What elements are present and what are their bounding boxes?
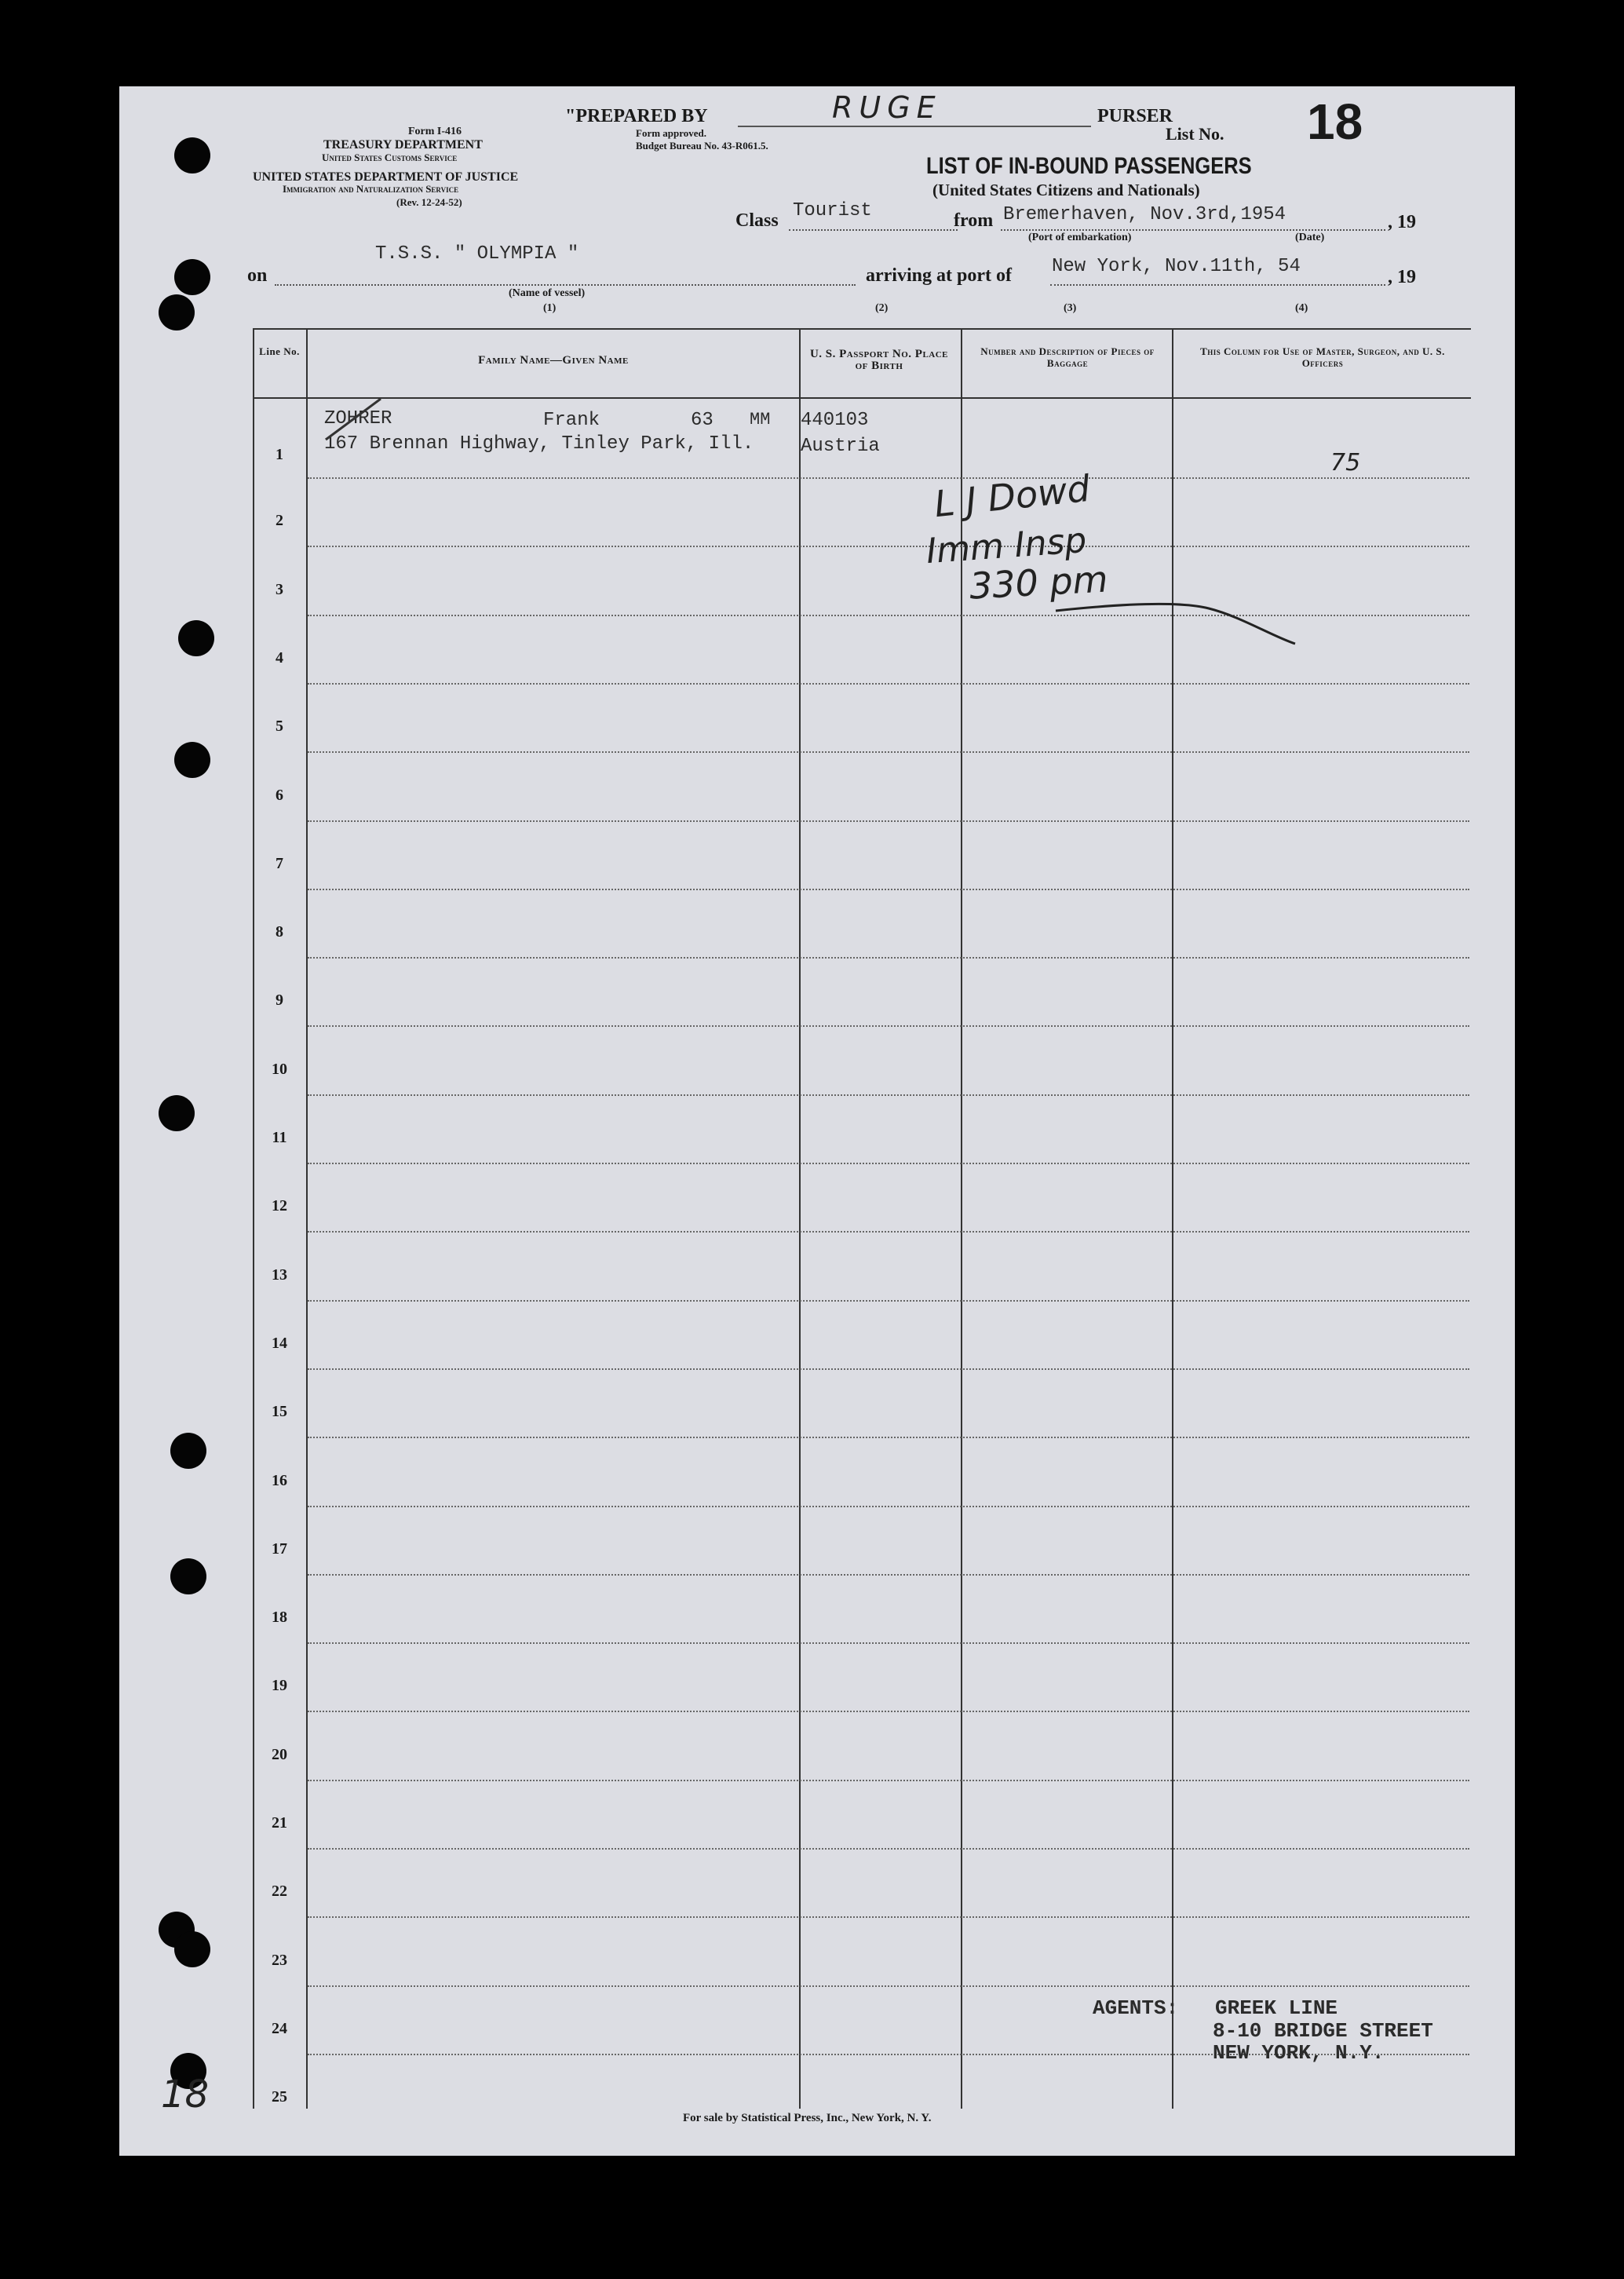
strike-mark-icon bbox=[318, 393, 389, 447]
line-number: 13 bbox=[272, 1266, 287, 1284]
row-divider bbox=[308, 1368, 1469, 1370]
header-name: Family Name—Given Name bbox=[478, 354, 629, 367]
punch-hole bbox=[174, 259, 210, 295]
line-number: 25 bbox=[272, 2088, 287, 2106]
line-number: 1 bbox=[276, 446, 283, 463]
birthplace: Austria bbox=[801, 436, 880, 457]
form-number: Form I-416 bbox=[408, 126, 462, 137]
row-divider bbox=[308, 889, 1469, 890]
col3-number: (3) bbox=[1064, 302, 1077, 314]
passport-col-divider bbox=[961, 328, 962, 2109]
treasury-dept: TREASURY DEPARTMENT bbox=[323, 138, 483, 152]
year-suffix-2: , 19 bbox=[1388, 267, 1416, 287]
line-number: 19 bbox=[272, 1677, 287, 1695]
name-col-divider bbox=[799, 328, 801, 2109]
from-value: Bremerhaven, Nov.3rd,1954 bbox=[1003, 204, 1286, 225]
row-divider bbox=[308, 1985, 1469, 1987]
line-number: 5 bbox=[276, 718, 283, 736]
date-caption: (Date) bbox=[1295, 232, 1325, 243]
punch-hole bbox=[159, 294, 195, 331]
signature-flourish bbox=[1052, 581, 1303, 652]
page-subtitle: (United States Citizens and Nationals) bbox=[932, 181, 1200, 199]
inspector-title: Imm Insp bbox=[925, 520, 1088, 572]
from-label: from bbox=[954, 210, 994, 231]
row-divider bbox=[308, 1711, 1469, 1712]
form-approved: Form approved. bbox=[636, 127, 707, 139]
arriving-label: arriving at port of bbox=[866, 265, 1012, 286]
inspector-signature: L J Dowd bbox=[932, 466, 1093, 526]
punch-hole bbox=[170, 1558, 206, 1594]
list-no-value: 18 bbox=[1307, 93, 1363, 150]
row-divider bbox=[308, 1437, 1469, 1438]
row-divider bbox=[308, 1300, 1469, 1302]
row-divider bbox=[308, 683, 1469, 685]
customs-service: United States Customs Service bbox=[322, 152, 458, 163]
row-divider bbox=[308, 1163, 1469, 1164]
line-number: 20 bbox=[272, 1745, 287, 1763]
agents-line-2: 8-10 BRIDGE STREET bbox=[1213, 2019, 1433, 2043]
line-number: 9 bbox=[276, 992, 283, 1010]
budget-bureau: Budget Bureau No. 43-R061.5. bbox=[636, 140, 768, 152]
line-number: 10 bbox=[272, 1060, 287, 1078]
line-number: 23 bbox=[272, 1951, 287, 1969]
arriving-line bbox=[1050, 284, 1385, 286]
row-divider bbox=[308, 751, 1469, 753]
inspection-time: 330 pm bbox=[968, 557, 1109, 608]
header-passport: U. S. Passport No. Place of Birth bbox=[809, 348, 949, 372]
officer-mark: 75 bbox=[1330, 449, 1361, 477]
class-value: Tourist bbox=[793, 200, 872, 221]
row-divider bbox=[308, 1094, 1469, 1096]
passport-number: 440103 bbox=[801, 410, 869, 431]
col4-number: (4) bbox=[1295, 302, 1308, 314]
header-officers: This Column for Use of Master, Surgeon, and U. S. Officers bbox=[1200, 345, 1445, 369]
punch-hole bbox=[159, 1095, 195, 1131]
line-col-divider bbox=[306, 328, 308, 2109]
line-number: 3 bbox=[276, 580, 283, 598]
on-label: on bbox=[247, 265, 268, 286]
line-number: 11 bbox=[272, 1129, 287, 1146]
footer-imprint: For sale by Statistical Press, Inc., New York, N. Y. bbox=[683, 2112, 932, 2124]
row-divider bbox=[308, 1025, 1469, 1027]
page-title: LIST OF IN-BOUND PASSENGERS bbox=[926, 153, 1252, 179]
row-divider bbox=[308, 477, 1469, 479]
line-number: 2 bbox=[276, 512, 283, 530]
vessel-line bbox=[275, 284, 856, 286]
table-top-border bbox=[253, 328, 1471, 330]
passenger-family-name: ZOHRER bbox=[324, 408, 392, 429]
port-embarkation-caption: (Port of embarkation) bbox=[1028, 232, 1132, 243]
line-number: 21 bbox=[272, 1814, 287, 1832]
punch-hole bbox=[174, 137, 210, 173]
prepared-by-line bbox=[738, 126, 1091, 127]
class-line bbox=[789, 229, 958, 231]
year-suffix-1: , 19 bbox=[1388, 212, 1416, 232]
line-number: 15 bbox=[272, 1403, 287, 1421]
row-divider bbox=[308, 820, 1469, 822]
row-divider bbox=[308, 1574, 1469, 1576]
header-baggage: Number and Description of Pieces of Baggage bbox=[980, 345, 1155, 369]
row-divider bbox=[308, 957, 1469, 959]
row-divider bbox=[308, 1848, 1469, 1850]
line-number: 16 bbox=[272, 1471, 287, 1489]
line-number: 6 bbox=[276, 786, 283, 804]
line-number: 12 bbox=[272, 1197, 287, 1215]
line-number: 17 bbox=[272, 1539, 287, 1558]
row-divider bbox=[308, 1506, 1469, 1507]
punch-hole bbox=[170, 1433, 206, 1469]
header-line-no: Line No. bbox=[259, 345, 300, 357]
list-no-label: List No. bbox=[1166, 124, 1224, 144]
vessel-value: T.S.S. " OLYMPIA " bbox=[375, 243, 579, 265]
class-label: Class bbox=[735, 210, 779, 231]
line-number: 18 bbox=[272, 1609, 287, 1627]
passenger-age: 63 bbox=[691, 410, 713, 431]
agents-label: AGENTS: bbox=[1093, 1996, 1179, 2020]
line-number: 4 bbox=[276, 648, 283, 667]
line-number: 14 bbox=[272, 1334, 287, 1352]
row-divider bbox=[308, 1916, 1469, 1918]
agents-line-1: GREEK LINE bbox=[1215, 1996, 1338, 2020]
vessel-caption: (Name of vessel) bbox=[509, 287, 586, 299]
col2-number: (2) bbox=[875, 302, 889, 314]
from-line bbox=[1001, 229, 1385, 231]
row-divider bbox=[308, 1780, 1469, 1781]
table-header-border bbox=[253, 397, 1471, 399]
punch-hole bbox=[174, 1931, 210, 1967]
agents-line-3: NEW YORK, N.Y. bbox=[1213, 2041, 1385, 2065]
margin-note: 18 bbox=[161, 2073, 210, 2116]
row-divider bbox=[308, 546, 1469, 547]
line-number: 7 bbox=[276, 854, 283, 872]
row-divider bbox=[308, 1642, 1469, 1644]
arriving-value: New York, Nov.11th, 54 bbox=[1052, 256, 1301, 277]
prepared-by-value: RUGE bbox=[832, 90, 942, 125]
immigration-service: Immigration and Naturalization Service bbox=[283, 183, 459, 195]
col1-number: (1) bbox=[543, 302, 557, 314]
passenger-address: 167 Brennan Highway, Tinley Park, Ill. bbox=[324, 433, 754, 455]
row-divider bbox=[308, 1231, 1469, 1233]
punch-hole bbox=[178, 620, 214, 656]
line-number: 22 bbox=[272, 1883, 287, 1901]
justice-dept: UNITED STATES DEPARTMENT OF JUSTICE bbox=[253, 170, 519, 184]
line-number: 8 bbox=[276, 923, 283, 941]
passenger-given-name: Frank bbox=[543, 410, 600, 431]
purser-label: PURSER bbox=[1097, 106, 1173, 126]
passenger-sex: MM bbox=[750, 410, 771, 429]
punch-hole bbox=[174, 742, 210, 778]
prepared-by-label: "PREPARED BY bbox=[565, 106, 708, 126]
revision-date: (Rev. 12-24-52) bbox=[396, 196, 462, 208]
line-number: 24 bbox=[272, 2019, 287, 2037]
table-left-border bbox=[253, 328, 254, 2109]
